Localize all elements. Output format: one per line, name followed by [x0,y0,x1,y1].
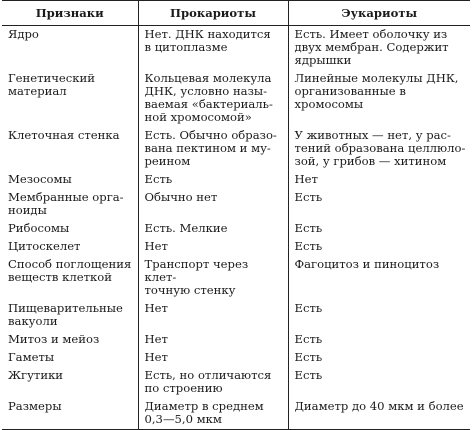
eukaryote-cell [288,349,470,367]
cell-text: Есть. Обычно образо- вана пектином и му- реином [144,128,277,168]
cell-text: У животных — нет, у рас- тений образована целлюло- зой, у грибов — хитином [294,128,466,168]
prokaryote-cell [138,256,288,300]
cell-text: Митоз и мейоз [8,332,100,346]
cell-text: Есть [294,221,323,235]
comparison-table [2,0,470,430]
cell-text: Рибосомы [8,221,70,235]
cell-text: Нет [294,172,318,186]
cell-text: Пищеварительные вакуоли [8,301,123,328]
eukaryote-cell [288,189,470,220]
feature-cell [2,300,138,331]
prokaryote-cell [138,26,288,71]
cell-text: Мезосомы [8,172,72,186]
cell-text: Нет [144,301,168,315]
cell-text: Нет. ДНК находится в цитоплазме [144,27,271,54]
cell-text: Есть. Имеет оболочку из двух мембран. Содержит ядрышки [294,27,449,67]
cell-text: Есть [294,368,323,382]
header-prokaryotes: Прокариоты [138,1,288,26]
feature-cell [2,238,138,256]
eukaryote-cell [288,220,470,238]
prokaryote-cell [138,70,288,127]
table-body [2,26,470,430]
eukaryote-cell [288,256,470,300]
cell-text: Генетический материал [8,71,95,98]
table-row [2,127,470,171]
cell-text: Кольцевая молекула ДНК, условно назы- ваемая «бактериаль- ной хромосомой» [144,71,273,124]
eukaryote-cell [288,171,470,189]
table-row [2,70,470,127]
prokaryote-cell [138,367,288,398]
feature-cell [2,349,138,367]
cell-text: Ядро [8,27,39,41]
cell-text: Есть [294,350,323,364]
cell-text: Гаметы [8,350,55,364]
table-row [2,171,470,189]
cell-text: Фагоцитоз и пиноцитоз [294,257,440,271]
cell-text: Есть. Мелкие [144,221,228,235]
header-features: Признаки [2,1,138,26]
feature-cell [2,398,138,430]
cell-text: Клеточная стенка [8,128,120,142]
cell-text: Есть [294,190,323,204]
cell-text: Цитоскелет [8,239,81,253]
table-row [2,331,470,349]
prokaryote-cell [138,189,288,220]
prokaryote-cell [138,300,288,331]
cell-text: Диаметр в среднем 0,3—5,0 мкм [144,399,264,426]
feature-cell [2,127,138,171]
feature-cell [2,256,138,300]
cell-text: Есть [294,332,323,346]
table-row [2,189,470,220]
cell-text: Есть [294,239,323,253]
feature-cell [2,189,138,220]
eukaryote-cell [288,238,470,256]
table-row [2,238,470,256]
cell-text: Мембранные орга- ноиды [8,190,124,217]
feature-cell [2,367,138,398]
eukaryote-cell [288,331,470,349]
feature-cell [2,26,138,71]
eukaryote-cell [288,70,470,127]
feature-cell [2,220,138,238]
cell-text: Способ поглощения веществ клеткой [8,257,132,284]
prokaryote-cell [138,220,288,238]
prokaryote-cell [138,398,288,430]
cell-text: Размеры [8,399,62,413]
table-row [2,220,470,238]
cell-text: Есть [144,172,173,186]
table-row [2,367,470,398]
eukaryote-cell [288,398,470,430]
prokaryote-cell [138,171,288,189]
cell-text: Жгутики [8,368,64,382]
cell-text: Обычно нет [144,190,218,204]
cell-text: Нет [144,239,168,253]
eukaryote-cell [288,26,470,71]
eukaryote-cell [288,127,470,171]
cell-text: Линейные молекулы ДНК, организованные в хромосомы [294,71,459,111]
cell-text: Нет [144,332,168,346]
prokaryote-cell [138,238,288,256]
feature-cell [2,171,138,189]
eukaryote-cell [288,300,470,331]
cell-text: Нет [144,350,168,364]
cell-text: Диаметр до 40 мкм и более [294,399,464,413]
eukaryote-cell [288,367,470,398]
table-header [2,1,470,26]
prokaryote-cell [138,127,288,171]
cell-text: Транспорт через клет- точную стенку [144,257,249,297]
table-row [2,256,470,300]
cell-text: Есть, но отличаются по строению [144,368,272,395]
feature-cell [2,70,138,127]
prokaryote-cell [138,349,288,367]
feature-cell [2,331,138,349]
table-row [2,398,470,430]
table-row [2,349,470,367]
cell-text: Есть [294,301,323,315]
prokaryote-cell [138,331,288,349]
table-row [2,300,470,331]
table-row [2,26,470,71]
header-row [2,1,470,26]
header-eukaryotes: Эукариоты [288,1,470,26]
